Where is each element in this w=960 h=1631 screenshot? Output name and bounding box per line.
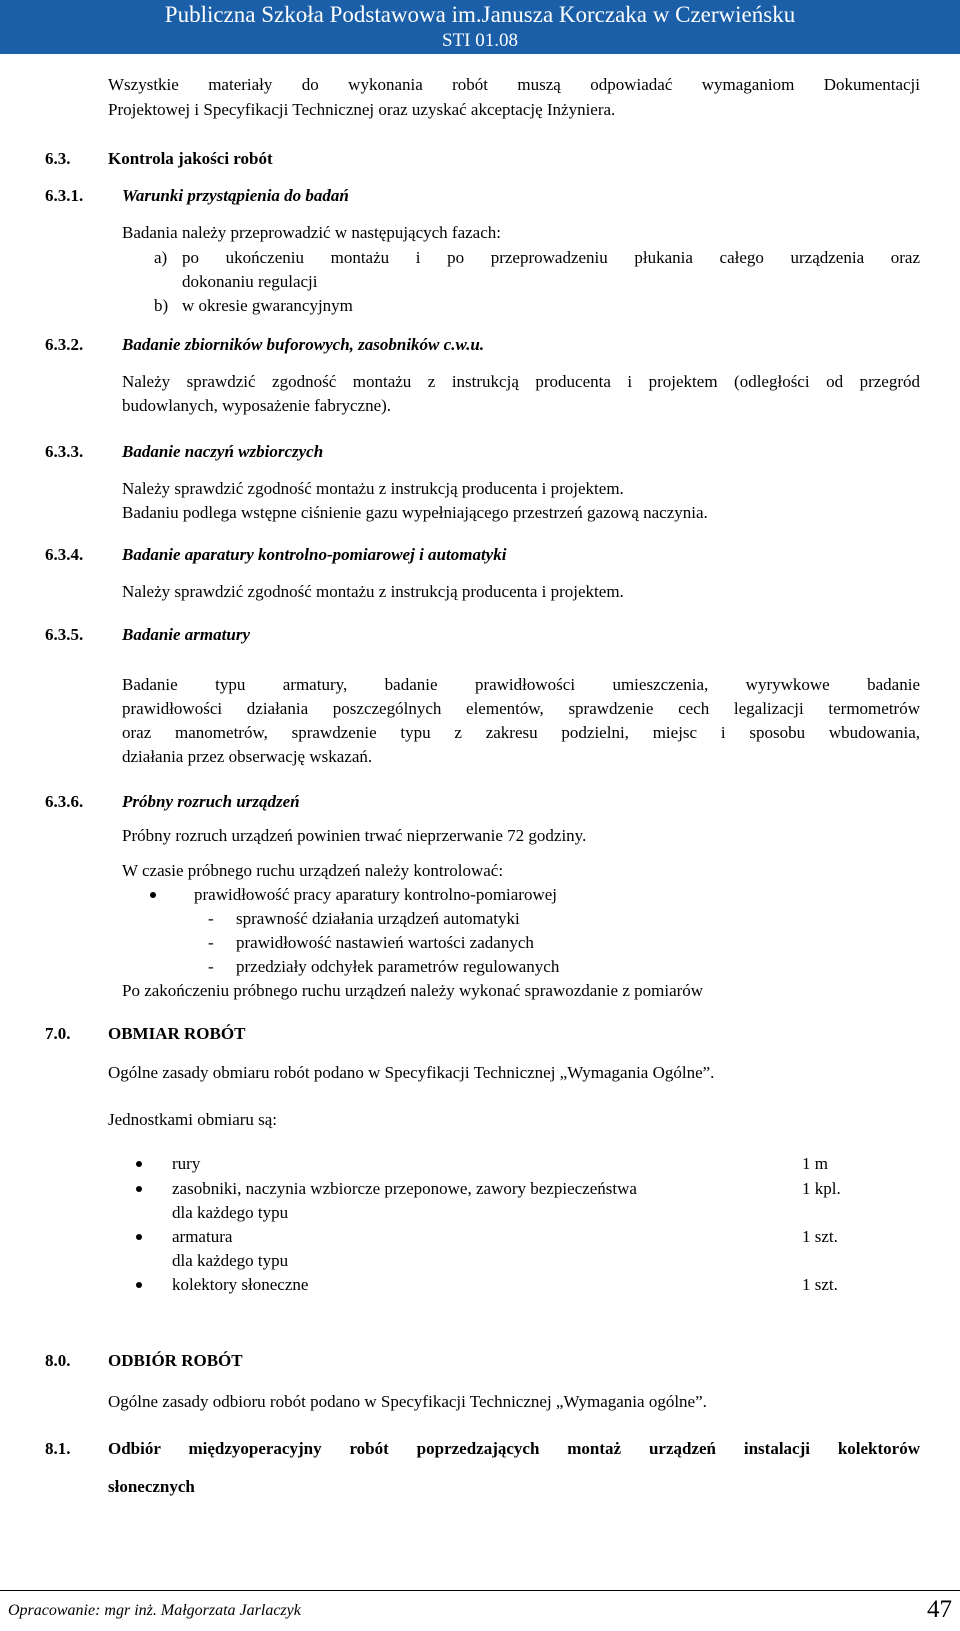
footer-author: Opracowanie: mgr inż. Małgorzata Jarlaczyk <box>8 1602 301 1619</box>
section-heading: ODBIÓR ROBÓT <box>108 1351 243 1370</box>
paragraph-line: W czasie próbnego ruchu urządzeń należy kontrolować: <box>122 861 504 880</box>
list-item-text: w okresie gwarancyjnym <box>182 296 353 315</box>
paragraph-line: Badanie typu armatury, badanie prawidłowości umieszczenia, wyrywkowe badanie <box>122 675 920 694</box>
sub-item-text: przedziały odchyłek parametrów regulowanych <box>236 957 560 976</box>
page-number: 47 <box>927 1596 952 1623</box>
unit-item-sub: dla każdego typu <box>172 1251 289 1270</box>
section-number: 6.3.6. <box>45 792 84 811</box>
section-number: 6.3.4. <box>45 545 84 564</box>
unit-item-sub: dla każdego typu <box>172 1203 289 1222</box>
section-heading: OBMIAR ROBÓT <box>108 1024 246 1043</box>
section-number: 6.3.1. <box>45 186 84 205</box>
bullet-icon <box>136 1234 142 1240</box>
dash-marker: - <box>208 933 214 952</box>
paragraph-line: budowlanych, wyposażenie fabryczne). <box>122 396 392 415</box>
list-item-text: prawidłowość pracy aparatury kontrolno-pomiarowej <box>194 885 558 904</box>
list-item-text: dokonaniu regulacji <box>182 272 318 291</box>
section-heading: Kontrola jakości robót <box>108 149 273 168</box>
section-number: 6.3.5. <box>45 625 84 644</box>
sub-item-text: prawidłowość nastawień wartości zadanych <box>236 933 534 952</box>
paragraph-line: Próbny rozruch urządzeń powinien trwać nieprzerwanie 72 godziny. <box>122 826 587 845</box>
unit-item-amount: 1 kpl. <box>802 1179 841 1198</box>
unit-item-label: armatura <box>172 1227 233 1246</box>
sub-item-text: sprawność działania urządzeń automatyki <box>236 909 520 928</box>
paragraph-line: Należy sprawdzić zgodność montażu z instrukcją producenta i projektem. <box>122 479 624 498</box>
paragraph-line: Ogólne zasady odbioru robót podano w Specyfikacji Technicznej „Wymagania ogólne”. <box>108 1392 707 1411</box>
unit-item-label: zasobniki, naczynia wzbiorcze przeponowe, zawory bezpieczeństwa <box>172 1179 637 1198</box>
header-school-name: Publiczna Szkoła Podstawowa im.Janusza Korczaka w Czerwieńsku <box>0 0 960 30</box>
section-heading-continued: słonecznych <box>108 1477 195 1496</box>
list-item-text: po ukończeniu montażu i po przeprowadzeniu płukania całego urządzenia oraz <box>182 248 920 267</box>
section-number: 6.3.3. <box>45 442 84 461</box>
section-heading: Badanie naczyń wzbiorczych <box>122 442 324 461</box>
section-heading: Badanie zbiorników buforowych, zasobników c.w.u. <box>122 335 485 354</box>
list-label: a) <box>154 248 168 267</box>
paragraph-line: oraz manometrów, sprawdzenie typu z zakresu podzielni, miejsc i sposobu wbudowania, <box>122 723 920 742</box>
paragraph-line: Należy sprawdzić zgodność montażu z instrukcją producenta i projektem (odległości od przegród <box>122 372 920 391</box>
unit-item-label: kolektory słoneczne <box>172 1275 309 1294</box>
section-heading: Odbiór międzyoperacyjny robót poprzedzających montaż urządzeń instalacji kolektorów <box>108 1439 920 1458</box>
bullet-icon <box>136 1161 142 1167</box>
section-heading: Próbny rozruch urządzeń <box>122 792 300 811</box>
list-label: b) <box>154 296 169 315</box>
unit-item-label: rury <box>172 1154 201 1173</box>
intro-line-2: Projektowej i Specyfikacji Technicznej oraz uzyskać akceptację Inżyniera. <box>108 100 616 119</box>
section-heading: Badanie armatury <box>122 625 250 644</box>
section-heading: Warunki przystąpienia do badań <box>122 186 349 205</box>
paragraph-line: Ogólne zasady obmiaru robót podano w Specyfikacji Technicznej „Wymagania Ogólne”. <box>108 1063 715 1082</box>
paragraph-line: Badaniu podlega wstępne ciśnienie gazu wypełniającego przestrzeń gazową naczynia. <box>122 503 708 522</box>
paragraph-line: działania przez obserwację wskazań. <box>122 747 373 766</box>
footer-divider <box>0 1590 960 1591</box>
paragraph-line: Po zakończeniu próbnego ruchu urządzeń należy wykonać sprawozdanie z pomiarów <box>122 981 704 1000</box>
bullet-icon <box>150 892 156 898</box>
unit-item-amount: 1 szt. <box>802 1227 838 1246</box>
unit-item-amount: 1 m <box>802 1154 828 1173</box>
paragraph: Badania należy przeprowadzić w następujących fazach: <box>122 223 501 242</box>
unit-item-amount: 1 szt. <box>802 1275 838 1294</box>
section-number: 6.3. <box>45 149 71 168</box>
section-heading: Badanie aparatury kontrolno-pomiarowej i automatyki <box>122 545 507 564</box>
paragraph-line: Należy sprawdzić zgodność montażu z instrukcją producenta i projektem. <box>122 582 624 601</box>
paragraph-line: prawidłowości działania poszczególnych elementów, sprawdzenie cech legalizacji termometrów <box>122 699 920 718</box>
intro-line-1: Wszystkie materiały do wykonania robót muszą odpowiadać wymaganiom Dokumentacji <box>108 75 920 94</box>
section-number: 8.0. <box>45 1351 71 1370</box>
section-number: 8.1. <box>45 1439 71 1458</box>
bullet-icon <box>136 1186 142 1192</box>
dash-marker: - <box>208 909 214 928</box>
header-spec-code: STI 01.08 <box>0 30 960 54</box>
dash-marker: - <box>208 957 214 976</box>
bullet-icon <box>136 1282 142 1288</box>
section-number: 6.3.2. <box>45 335 84 354</box>
paragraph-line: Jednostkami obmiaru są: <box>108 1110 278 1129</box>
section-number: 7.0. <box>45 1024 71 1043</box>
